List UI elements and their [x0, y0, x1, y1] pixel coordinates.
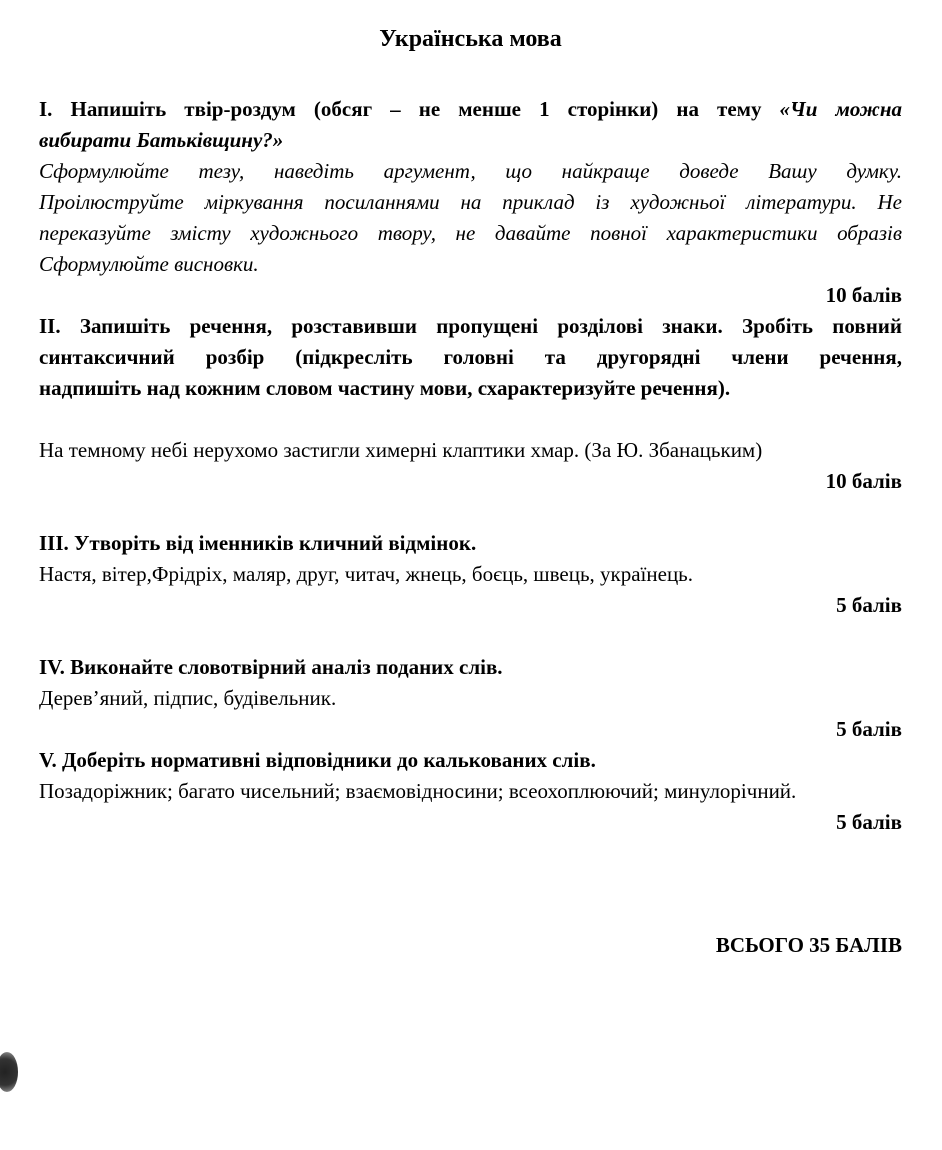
- task3-heading: III. Утворіть від іменників кличний відмінок.: [39, 531, 477, 555]
- task1-topic-part1: «Чи можна: [779, 97, 903, 121]
- task2-heading-line3: надпишіть над кожним словом частину мови, схарактеризуйте речення).: [39, 376, 731, 400]
- task3-words: Настя, вітер,Фрідріх, маляр, друг, читач, жнець, боєць, швець, українець.: [39, 562, 694, 586]
- task5-words: Позадоріжник; багато чисельний; взаємовідносини; всеохоплюючий; минулорічний.: [39, 779, 797, 803]
- scan-hole-punch: [0, 1052, 18, 1092]
- task2-heading-line2: синтаксичний розбір (підкресліть головні та другорядні члени речення,: [39, 345, 902, 369]
- task3-score: 5 балів: [836, 593, 902, 617]
- task2-sentence: На темному небі нерухомо застигли химерні клаптики хмар. (За Ю. Збанацьким): [39, 438, 763, 462]
- page-title: Українська мова: [379, 26, 562, 52]
- task1-heading-line1: [39, 94, 902, 125]
- total-score: ВСЬОГО 35 БАЛІВ: [715, 933, 902, 957]
- task5-heading: V. Доберіть нормативні відповідники до калькованих слів.: [39, 748, 596, 772]
- task2-heading-line1: II. Запишіть речення, розставивши пропущені розділові знаки. Зробіть повний: [39, 314, 902, 338]
- task1-topic-part2: вибирати Батьківщину?»: [39, 128, 284, 152]
- task1-instruction-line1: Сформулюйте тезу, наведіть аргумент, що найкраще доведе Вашу думку.: [39, 159, 902, 183]
- task1-instruction-line3: переказуйте змісту художнього твору, не давайте повної характеристики образів: [39, 221, 902, 245]
- task4-heading: IV. Виконайте словотвірний аналіз поданих слів.: [39, 655, 503, 679]
- task1-heading-text: I. Напишіть твір-роздум (обсяг – не менше 1 сторінки) на тему: [39, 97, 780, 121]
- task2-score: 10 балів: [825, 469, 902, 493]
- task1-instruction-line4: Сформулюйте висновки.: [39, 252, 259, 276]
- task1-score: 10 балів: [825, 283, 902, 307]
- task4-words: Дерев’яний, підпис, будівельник.: [39, 686, 337, 710]
- task4-score: 5 балів: [836, 717, 902, 741]
- task1-instruction-line2: Проілюструйте міркування посиланнями на приклад із художньої літератури. Не: [39, 190, 902, 214]
- task5-score: 5 балів: [836, 810, 902, 834]
